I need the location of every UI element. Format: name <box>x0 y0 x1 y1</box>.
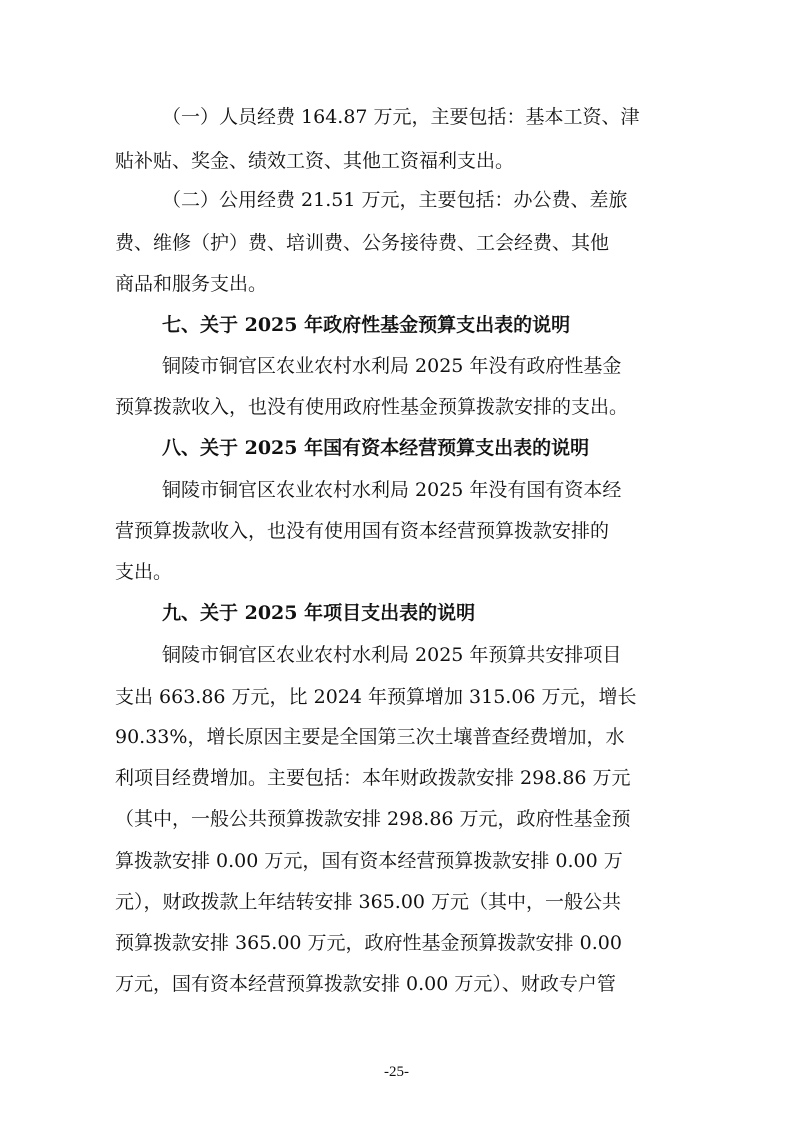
body-line: 万元，国有资本经营预算拨款安排 0.00 万元）、财政专户管 <box>115 973 616 995</box>
section-heading: 九、关于 2025 年项目支出表的说明 <box>162 602 476 624</box>
page-number: -25- <box>384 1064 409 1080</box>
body-line: 90.33%，增长原因主要是全国第三次土壤普查经费增加，水 <box>115 726 625 748</box>
body-line: （二）公用经费 21.51 万元，主要包括：办公费、差旅 <box>162 189 628 211</box>
body-line: 算拨款安排 0.00 万元，国有资本经营预算拨款安排 0.00 万 <box>115 850 623 872</box>
body-line: 贴补贴、奖金、绩效工资、其他工资福利支出。 <box>115 150 515 172</box>
body-line: 铜陵市铜官区农业农村水利局 2025 年预算共安排项目 <box>162 644 622 666</box>
body-line: 商品和服务支出。 <box>115 273 268 295</box>
body-line: 铜陵市铜官区农业农村水利局 2025 年没有国有资本经 <box>162 479 622 501</box>
body-line: （其中，一般公共预算拨款安排 298.86 万元，政府性基金预 <box>115 808 631 830</box>
body-line: 费、维修（护）费、培训费、公务接待费、工会经费、其他 <box>115 232 610 254</box>
section-heading: 八、关于 2025 年国有资本经营预算支出表的说明 <box>162 437 590 459</box>
body-line: 利项目经费增加。主要包括：本年财政拨款安排 298.86 万元 <box>115 767 631 789</box>
body-line: 支出。 <box>115 561 173 583</box>
body-line: 预算拨款安排 365.00 万元，政府性基金预算拨款安排 0.00 <box>115 932 622 954</box>
body-line: 营预算拨款收入，也没有使用国有资本经营预算拨款安排的 <box>115 520 610 542</box>
body-line: 预算拨款收入，也没有使用政府性基金预算拨款安排的支出。 <box>115 396 629 418</box>
body-line: 元），财政拨款上年结转安排 365.00 万元（其中，一般公共 <box>115 891 622 913</box>
body-line: （一）人员经费 164.87 万元，主要包括：基本工资、津 <box>162 106 640 128</box>
body-line: 支出 663.86 万元，比 2024 年预算增加 315.06 万元，增长 <box>115 686 637 708</box>
body-line: 铜陵市铜官区农业农村水利局 2025 年没有政府性基金 <box>162 355 622 377</box>
section-heading: 七、关于 2025 年政府性基金预算支出表的说明 <box>162 314 571 336</box>
